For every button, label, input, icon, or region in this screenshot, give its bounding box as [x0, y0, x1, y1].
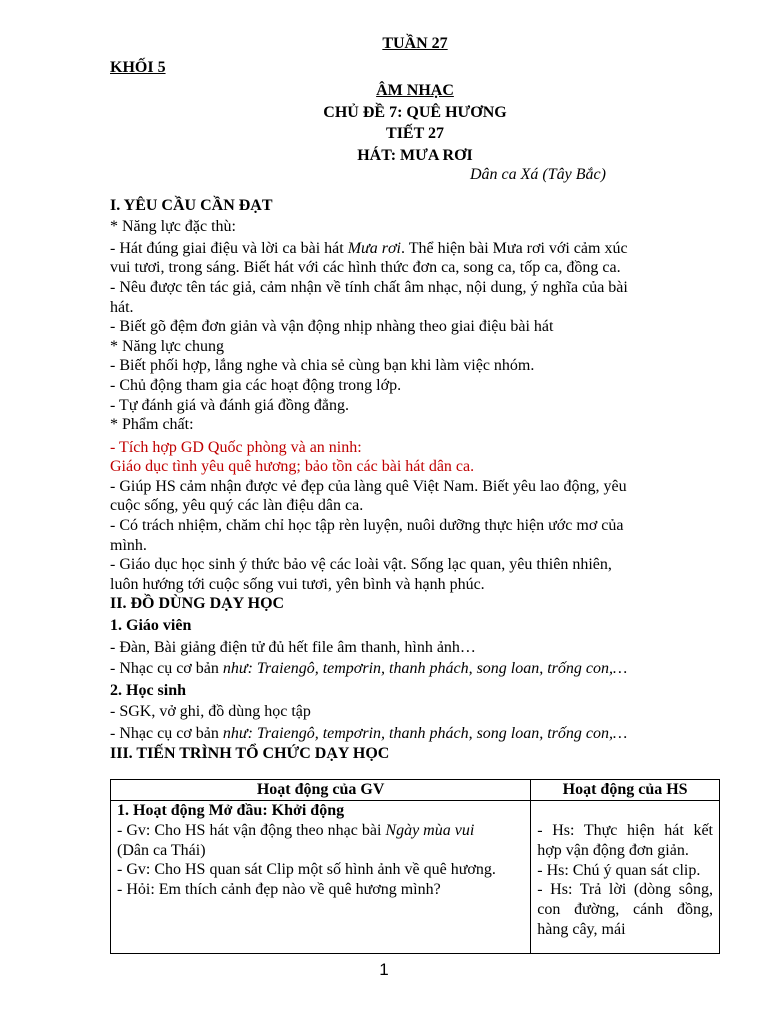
req-item: - Giúp HS cảm nhận được vẻ đẹp của làng quê Việt Nam. Biết yêu lao động, yêu: [110, 477, 627, 495]
integration-note: - Tích hợp GD Quốc phòng và an ninh:: [110, 438, 362, 456]
theme-heading: CHỦ ĐỀ 7: QUÊ HƯƠNG: [323, 103, 507, 121]
section-1-title: I. YÊU CẦU CẦN ĐẠT: [110, 196, 273, 214]
integration-note-cont: Giáo dục tình yêu quê hương; bảo tồn các bài hát dân ca.: [110, 458, 475, 476]
req-item: - Hát đúng giai điệu và lời ca bài hát Mưa rơi. Thể hiện bài Mưa rơi với cảm xúc: [110, 239, 628, 257]
hs-step: - Hs: Chú ý quan sát clip.: [537, 861, 701, 879]
req-item-cont: hát.: [110, 298, 134, 316]
subject-heading: ÂM NHẠC: [376, 82, 454, 100]
req-item: - Biết phối hợp, lắng nghe và chia sẻ cùng bạn khi làm việc nhóm.: [110, 357, 535, 375]
gv-step: - Gv: Cho HS quan sát Clip một số hình ảnh về quê hương.: [117, 861, 496, 879]
req-item: - Tự đánh giá và đánh giá đồng đẳng.: [110, 396, 349, 414]
hs-step: - Hs: Thực hiện hát kết hợp vận động đơn giản.: [537, 822, 713, 859]
materials-item: - Nhạc cụ cơ bản như: Traiengô, tempơrin, thanh phách, song loan, trống con,…: [110, 725, 628, 742]
req-item-cont: luôn hướng tới cuộc sống vui tươi, yên bình và hạnh phúc.: [110, 575, 485, 593]
materials-item: - SGK, vở ghi, đồ dùng học tập: [110, 703, 311, 721]
gv-cell: [111, 801, 531, 954]
table-header-row: [111, 780, 720, 801]
activity-title: 1. Hoạt động Mở đầu: Khởi động: [117, 802, 345, 819]
req-item-cont: cuộc sống, yêu quý các làn điệu dân ca.: [110, 497, 364, 515]
section-2-title: II. ĐỒ DÙNG DẠY HỌC: [110, 595, 285, 613]
req-item-cont: mình.: [110, 536, 147, 554]
req-item-cont: vui tươi, trong sáng. Biết hát với các hình thức đơn ca, song ca, tốp ca, đồng ca.: [110, 259, 621, 277]
grade-heading: KHỐI 5: [110, 58, 166, 76]
general-competency-label: * Năng lực chung: [110, 337, 224, 355]
document-page: [110, 32, 720, 763]
req-item: - Chủ động tham gia các hoạt động trong lớp.: [110, 376, 402, 394]
gv-step-cont: (Dân ca Thái): [117, 841, 206, 859]
gv-column-header: Hoạt động của GV: [111, 780, 531, 801]
song-source: Dân ca Xá (Tây Bắc): [470, 166, 606, 183]
req-item: - Biết gõ đệm đơn giản và vận động nhịp nhàng theo giai điệu bài hát: [110, 318, 554, 336]
table-row: [111, 801, 720, 954]
song-heading: HÁT: MƯA RƠI: [357, 146, 473, 164]
gv-step: - Gv: Cho HS hát vận động theo nhạc bài Ngày mùa vui: [117, 821, 475, 839]
materials-item: - Đàn, Bài giảng điện tử đủ hết file âm thanh, hình ảnh…: [110, 638, 476, 656]
req-item: - Giáo dục học sinh ý thức bảo vệ các loài vật. Sống lạc quan, yêu thiên nhiên,: [110, 556, 612, 574]
section-3-title: III. TIẾN TRÌNH TỔ CHỨC DẠY HỌC: [110, 744, 390, 762]
specific-competency-label: * Năng lực đặc thù:: [110, 218, 236, 236]
gv-step: - Hỏi: Em thích cảnh đẹp nào về quê hương mình?: [117, 881, 441, 899]
page-number: 1: [379, 960, 389, 979]
lesson-heading: TIẾT 27: [386, 125, 444, 143]
student-subtitle: 2. Học sinh: [110, 681, 187, 699]
hs-column-header: Hoạt động của HS: [531, 780, 720, 801]
teacher-subtitle: 1. Giáo viên: [110, 617, 192, 635]
week-heading: TUẦN 27: [382, 35, 448, 52]
hs-cell: [531, 801, 720, 954]
materials-item: - Nhạc cụ cơ bản như: Traiengô, tempơrin, thanh phách, song loan, trống con,…: [110, 660, 628, 678]
activity-table: [110, 779, 720, 954]
quality-label: * Phẩm chất:: [110, 416, 194, 434]
req-item: - Nêu được tên tác giả, cảm nhận về tính chất âm nhạc, nội dung, ý nghĩa của bài: [110, 278, 628, 296]
hs-step: - Hs: Trả lời (dòng sông, con đường, cánh đồng, hàng cây, mái: [537, 881, 713, 938]
req-item: - Có trách nhiệm, chăm chỉ học tập rèn luyện, nuôi dưỡng thực hiện ước mơ của: [110, 517, 624, 535]
